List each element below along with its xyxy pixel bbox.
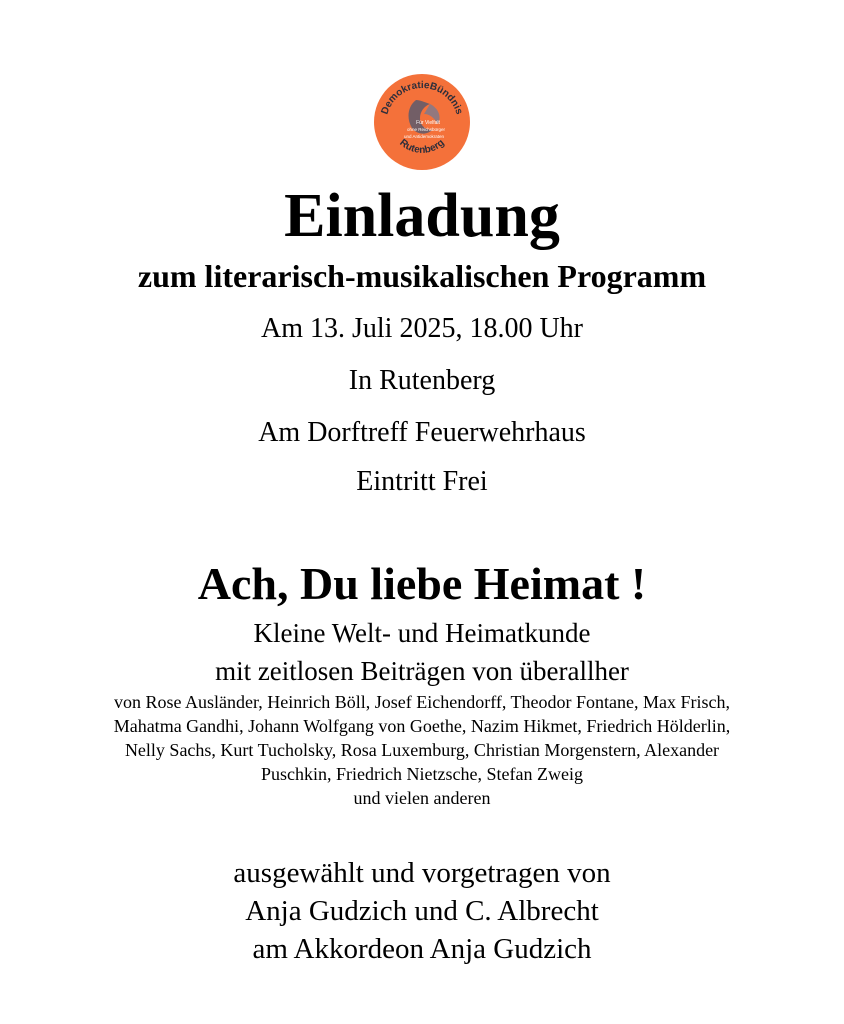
authors-line-4: Puschkin, Friedrich Nietzsche, Stefan Zweig xyxy=(261,764,583,784)
credits-line-2: Anja Gudzich und C. Albrecht xyxy=(245,895,599,927)
credits-line-3: am Akkordeon Anja Gudzich xyxy=(252,933,592,965)
event-date: Am 13. Juli 2025, 18.00 Uhr xyxy=(261,313,583,344)
authors-line-2: Mahatma Gandhi, Johann Wolfgang von Goethe, Nazim Hikmet, Friedrich Hölderlin, xyxy=(113,716,731,736)
event-place: In Rutenberg xyxy=(348,365,496,396)
logo-inner-line-2: ohne Reichsbürger xyxy=(406,127,446,132)
democracy-alliance-logo xyxy=(372,72,472,172)
program-description-line-2: mit zeitlosen Beiträgen von überallher xyxy=(215,656,629,686)
authors-list xyxy=(0,690,844,810)
authors-line-3: Nelly Sachs, Kurt Tucholsky, Rosa Luxemburg, Christian Morgenstern, Alexander xyxy=(124,740,720,760)
event-entry: Eintritt Frei xyxy=(356,466,488,497)
program-title: Ach, Du liebe Heimat ! xyxy=(197,558,647,609)
logo-badge xyxy=(372,72,472,172)
program-description-line-1: Kleine Welt- und Heimatkunde xyxy=(253,618,591,648)
page-subtitle: zum literarisch-musikalischen Programm xyxy=(137,258,707,294)
page-title: Einladung xyxy=(284,182,560,250)
authors-line-1: von Rose Ausländer, Heinrich Böll, Josef Eichendorff, Theodor Fontane, Max Frisch, xyxy=(113,692,730,712)
logo-inner-line-3: und Antidemokraten xyxy=(403,134,445,139)
credits-line-1: ausgewählt und vorgetragen von xyxy=(233,857,611,889)
authors-line-5: und vielen anderen xyxy=(353,788,491,808)
event-venue: Am Dorftreff Feuerwehrhaus xyxy=(258,417,586,448)
logo-bottom-text: Rutenberg xyxy=(397,137,447,156)
logo-inner-line-1: Für Vielfalt xyxy=(416,120,440,126)
logo-top-text: DemokratieBündnis xyxy=(379,79,465,116)
